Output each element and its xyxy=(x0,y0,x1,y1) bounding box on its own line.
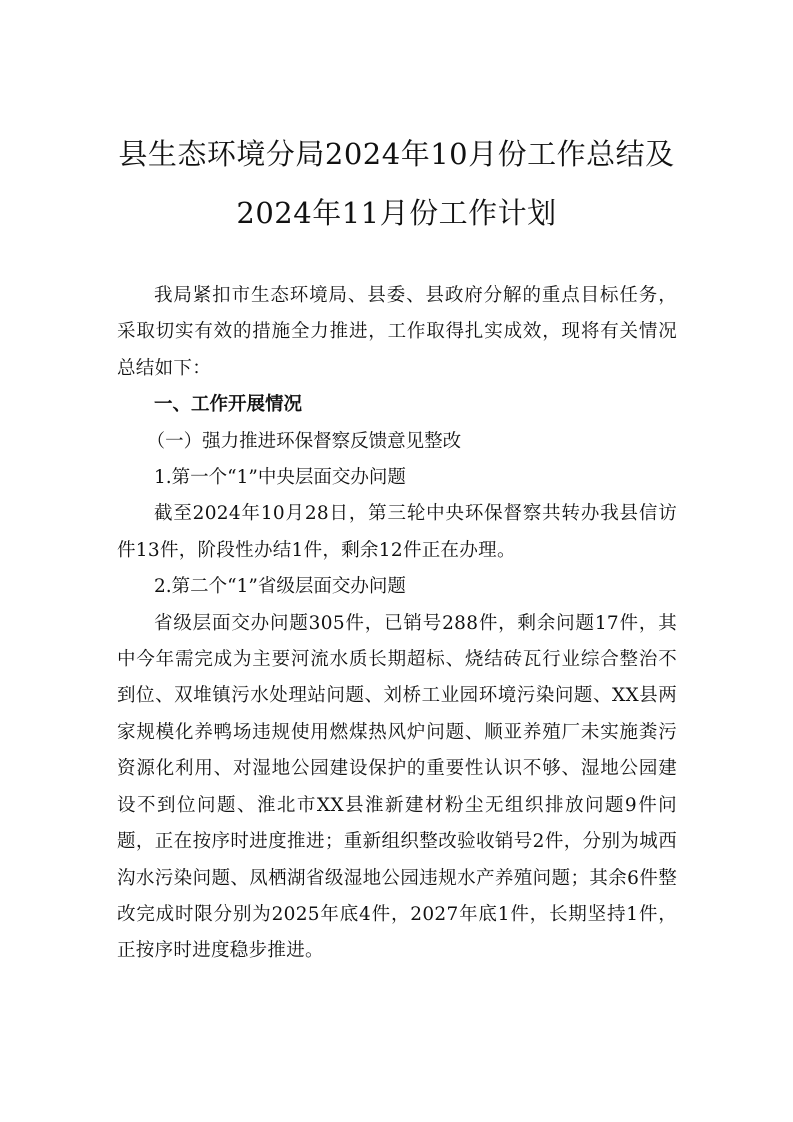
item-heading-provincial-level: 2.第二个“1”省级层面交办问题 xyxy=(154,576,406,598)
section-heading-work-progress: 一、工作开展情况 xyxy=(154,394,303,416)
document-title-line-2: 2024年11月份工作计划 xyxy=(236,196,557,230)
document-title-line-1: 县生态环境分局2024年10月份工作总结及 xyxy=(118,137,675,171)
subsection-heading-inspection-rectification: （一）强力推进环保督察反馈意见整改 xyxy=(146,430,462,452)
item-heading-central-level: 1.第一个“1”中央层面交办问题 xyxy=(154,467,406,489)
intro-paragraph: 我局紧扣市生态环境局、县委、县政府分解的重点目标任务，采取切实有效的措施全力推进，工作取得扎实成效，现将有关情况总结如下： xyxy=(117,285,677,379)
item-body-central-level: 截至2024年10月28日，第三轮中央环保督察共转办我县信访件13件，阶段性办结1件，剩余12件正在办理。 xyxy=(117,503,677,561)
document-body xyxy=(117,278,677,970)
item-body-provincial-level: 省级层面交办问题305件，已销号288件，剩余问题17件，其中今年需完成为主要河流水质长期超标、烧结砖瓦行业综合整治不到位、双堆镇污水处理站问题、刘桥工业园环境污染问题、XX县两家规模化养鸭场违规使用燃煤热风炉问题、顺亚养殖厂未实施粪污资源化利用、对湿地公园建设保护的重要性认识不够、湿地公园建设不到位问题、淮北市XX县淮新建材粉尘无组织排放问题9件问题，正在按序时进度推进；重新组织整改验收销号2件，分别为城西沟水污染问题、凤栖湖省级湿地公园违规水产养殖问题；其余6件整改完成时限分别为2025年底4件，2027年底1件，长期坚持1件，正按序时进度稳步推进。 xyxy=(117,612,677,962)
